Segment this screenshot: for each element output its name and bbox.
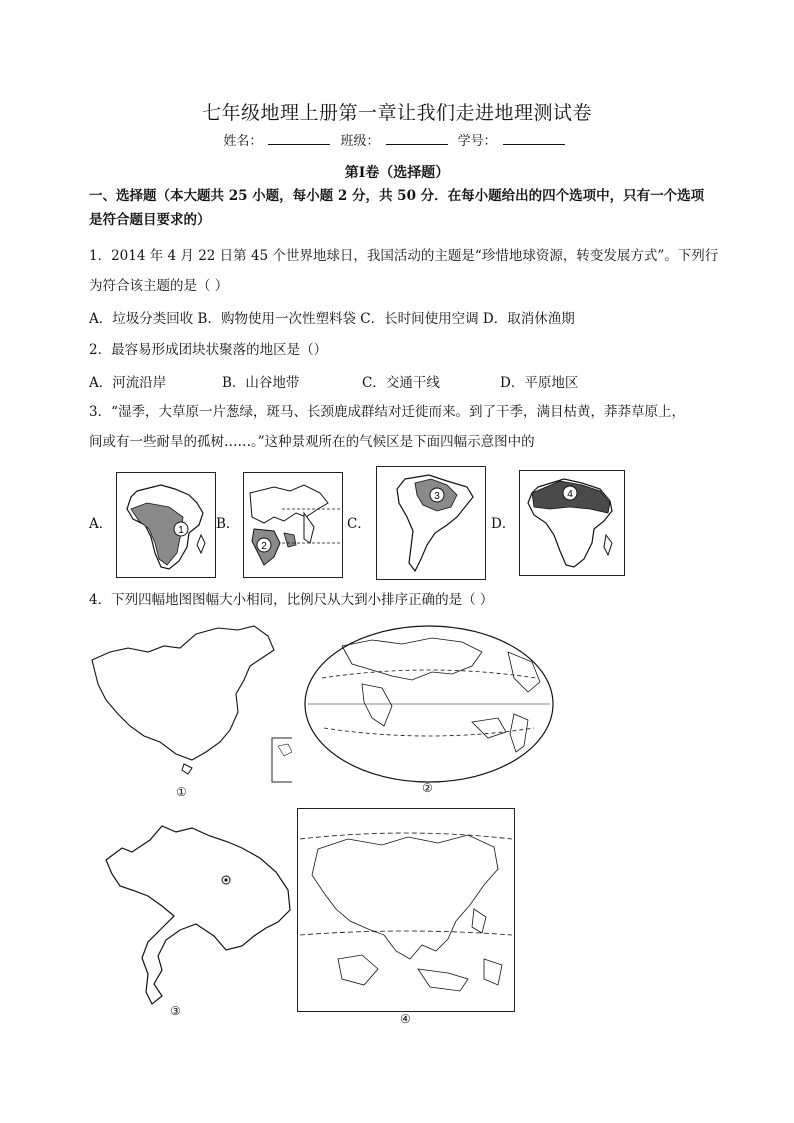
- q3-map-c-south-america: [376, 466, 486, 580]
- q3-map-number-1: 1: [178, 525, 184, 536]
- student-info-row: [0, 130, 794, 149]
- class-label: 班级：: [340, 134, 380, 149]
- q3-option-a-label: A．: [89, 516, 113, 532]
- q4-map-3-province: [92, 818, 294, 1008]
- q3-map-number-3: 3: [434, 491, 440, 502]
- name-blank[interactable]: [268, 132, 330, 145]
- name-label: 姓名：: [223, 134, 263, 149]
- part1-heading-line2: 是符合题目要求的）: [89, 212, 211, 228]
- q4-map-4-label: ④: [400, 1012, 411, 1026]
- q4-map-2-world: [302, 622, 556, 786]
- q1-stem-line2: 为符合该主题的是（ ）: [89, 278, 229, 294]
- q4-map-2-label: ②: [422, 781, 433, 795]
- q3-map-a-africa-savanna: [116, 472, 216, 578]
- q3-stem-line1: 3．“湿季，大草原一片葱绿，斑马、长颈鹿成群结对迁徙而来。到了干季，满目枯黄，莽莽草原上，: [89, 404, 685, 420]
- q3-option-d-label: D．: [491, 516, 516, 532]
- id-blank[interactable]: [503, 132, 565, 145]
- q2-option-d: D．平原地区: [500, 375, 579, 391]
- q4-map-3-label: ③: [170, 1004, 181, 1018]
- q2-stem: 2．最容易形成团块状聚落的地区是（）: [89, 342, 328, 358]
- part1-heading-line1: 一、选择题（本大题共 25 小题，每小题 2 分，共 50 分．在每小题给出的四个选项中，只有一个选项: [89, 188, 705, 204]
- section-title: 第Ⅰ卷（选择题）: [344, 165, 450, 181]
- q3-option-b-label: B．: [216, 516, 240, 532]
- q3-map-number-4: 4: [567, 489, 573, 500]
- q4-map-4-asia: [297, 808, 515, 1012]
- q2-option-c: C．交通干线: [362, 375, 440, 391]
- class-blank[interactable]: [386, 132, 448, 145]
- q3-stem-line2: 间或有一些耐旱的孤树……。”这种景观所在的气候区是下面四幅示意图中的: [89, 434, 535, 450]
- id-label: 学号：: [457, 134, 497, 149]
- q4-stem: 4．下列四幅地图图幅大小相同，比例尺从大到小排序正确的是（ ）: [89, 592, 494, 608]
- q1-stem-line1: 1．2014 年 4 月 22 日第 45 个世界地球日，我国活动的主题是“珍惜地球资源，转变发展方式”。下列行: [89, 248, 719, 264]
- q3-map-d-africa-desert: [519, 470, 625, 576]
- q1-options: A．垃圾分类回收 B．购物使用一次性塑料袋 C．长时间使用空调 D．取消休渔期: [89, 311, 575, 327]
- q4-map-1-label: ①: [176, 785, 187, 799]
- q3-map-b-south-asia: [243, 472, 343, 578]
- q2-option-a: A．河流沿岸: [89, 375, 167, 391]
- q4-map-1-china: [88, 622, 292, 786]
- q3-option-c-label: C．: [347, 516, 371, 532]
- q2-option-b: B．山谷地带: [222, 375, 300, 391]
- page-title: 七年级地理上册第一章让我们走进地理测试卷: [201, 102, 592, 124]
- q3-map-number-2: 2: [261, 541, 267, 552]
